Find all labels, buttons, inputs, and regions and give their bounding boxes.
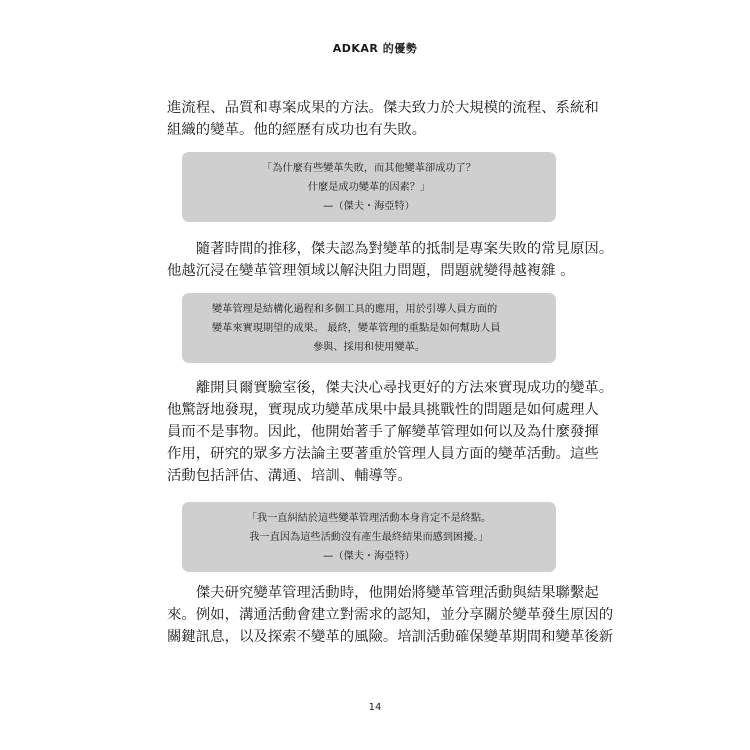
quote-box-2 bbox=[182, 502, 556, 572]
running-header: ADKAR 的優勢 bbox=[332, 42, 418, 55]
text-line: 組織的變革。他的經歷有成功也有失敗。 bbox=[167, 122, 427, 138]
definition-line: 變革來實現期望的成果。 最終，變革管理的重點是如何幫助人員 bbox=[212, 323, 501, 334]
definition-line: 變革管理是結構化過程和多個工具的應用，用於引導人員方面的 bbox=[212, 304, 498, 315]
body-paragraph-1 bbox=[167, 97, 599, 141]
text-line: 他驚訝地發現，實現成功變革成果中最具挑戰性的問題是如何處理人 bbox=[167, 402, 599, 418]
quote-line: 我一直因為這些活動沒有產生最終結果而感到困擾。」 bbox=[249, 532, 489, 543]
body-paragraph-2 bbox=[167, 238, 614, 282]
text-line: 來。例如，溝通活動會建立對需求的認知，並分享關於變革發生原因的 bbox=[167, 607, 614, 623]
text-line: 作用，研究的眾多方法論主要著重於管理人員方面的變革活動。這些 bbox=[167, 446, 599, 462]
body-paragraph-4 bbox=[167, 582, 614, 648]
text-line: 進流程、品質和專案成果的方法。傑夫致力於大規模的流程、系統和 bbox=[167, 100, 599, 116]
body-paragraph-3 bbox=[167, 377, 614, 487]
quote-attribution: —（傑夫・海亞特） bbox=[323, 201, 415, 212]
text-line: 關鍵訊息，以及探索不變革的風險。培訓活動確保變革期間和變革後新 bbox=[167, 629, 614, 645]
text-line: 傑夫研究變革管理活動時，他開始將變革管理活動與結果聯繫起 bbox=[167, 585, 599, 601]
quote-line: 什麼是成功變革的因素？」 bbox=[307, 182, 431, 193]
definition-line: 參與、採用和使用變革。 bbox=[312, 342, 426, 353]
text-line: 員而不是事物。因此，他開始著手了解變革管理如何以及為什麼發揮 bbox=[167, 424, 599, 440]
quote-attribution: —（傑夫・海亞特） bbox=[323, 551, 415, 562]
text-line: 他越沉浸在變革管理領域以解決阻力問題，問題就變得越複雜 。 bbox=[167, 263, 575, 279]
definition-box bbox=[182, 293, 556, 363]
text-line: 活動包括評估、溝通、培訓、輔導等。 bbox=[167, 468, 412, 484]
quote-box-1 bbox=[182, 152, 556, 222]
text-line: 隨著時間的推移，傑夫認為對變革的抵制是專案失敗的常見原因。 bbox=[167, 241, 614, 257]
page-number: 14 bbox=[368, 702, 382, 713]
quote-line: 「為什麼有些變革失敗，而其他變革卻成功了？ bbox=[262, 163, 476, 174]
text-line: 離開貝爾實驗室後，傑夫決心尋找更好的方法來實現成功的變革。 bbox=[167, 380, 614, 396]
quote-line: 「我一直糾結於這些變革管理活動本身肯定不是終點。 bbox=[246, 513, 492, 524]
